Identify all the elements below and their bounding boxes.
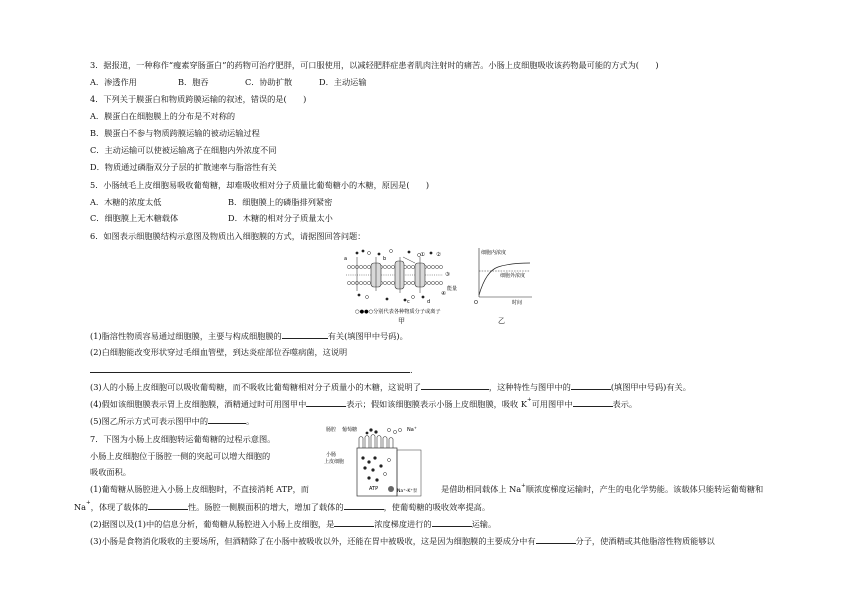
membrane-proteins	[371, 261, 425, 289]
q6-p1-blank[interactable]	[282, 330, 328, 339]
label-c: c	[407, 299, 410, 305]
q6-part1	[90, 330, 408, 342]
q4-option-d: D．物质通过磷脂双分子层的扩散速率与脂溶性有关	[90, 162, 277, 172]
legend-text: ○●●○分别代表各种物质分子或离子	[355, 309, 441, 315]
q7-p1-text-e: ，体现了载体的	[90, 502, 148, 512]
label-num-1: ①	[420, 252, 425, 258]
q6-p1-text-a: (1)脂溶性物质容易通过细胞膜，主要与构成细胞膜的	[90, 331, 282, 341]
inside-concentration-curve	[479, 263, 530, 295]
label-a: a	[344, 256, 348, 262]
q6-p5-text-b: 。	[246, 416, 255, 426]
q7-p2-text-a: (2)据图以及(1)中的信息分析，葡萄糖从肠腔进入小肠上皮细胞，是	[90, 519, 335, 529]
q6-p4-text-c: 可用图甲中	[531, 399, 573, 409]
fig-jia-caption: 甲	[398, 317, 405, 325]
label-b: b	[383, 256, 387, 262]
graph-curve-label: 细胞外浓度	[500, 273, 526, 279]
q7-p3-text-a: (3)小肠是食物消化吸收的主要场所，但酒精除了在小肠中被吸收以外，还能在胃中被吸收，这是因为细胞膜的主要成分中有	[90, 536, 536, 546]
sodium-potassium-pump	[388, 486, 394, 492]
q5-option-c: C．细胞膜上无木糖载体	[90, 213, 179, 223]
q6-p2-blank[interactable]	[90, 364, 410, 373]
q6-p3-text-b: ，这种特性与图甲中的	[488, 382, 571, 392]
q3-option-c: C．协助扩散	[245, 77, 293, 87]
label-num-4: ④	[441, 291, 446, 297]
label-d: d	[427, 299, 431, 305]
q6-part3	[90, 381, 691, 393]
q7-p1-blank-2[interactable]	[344, 501, 384, 510]
q5-option-d: D．木糖的相对分子质量太小	[228, 213, 333, 223]
q6-p4-text-b: 表示；假如该细胞膜表示小肠上皮细胞膜，吸收 K	[346, 399, 527, 409]
q7-p2-blank-1[interactable]	[334, 518, 374, 527]
q6-part4	[90, 398, 637, 410]
intestine-lumen-label: 肠腔	[326, 427, 337, 433]
glucose-molecules	[361, 428, 382, 481]
q7-part1-line2	[74, 501, 490, 513]
q5-option-b: B．细胞膜上的磷脂排列紧密	[228, 197, 333, 207]
q6-p3-text-a: (3)人的小肠上皮细胞可以吸收葡萄糖，而不吸收比葡萄糖相对分子质量小的木糖，这说明了	[90, 382, 421, 392]
q3-option-d: D．主动运输	[319, 77, 367, 87]
q7-part2	[90, 518, 496, 530]
pump-label: Na⁺-K⁺泵	[397, 489, 418, 494]
cell-label-1: 小肠	[326, 452, 337, 458]
sodium-label: Na+	[407, 426, 417, 433]
sodium-ions	[384, 428, 402, 475]
q7-p1-blank-1[interactable]	[148, 501, 188, 510]
q6-p4-blank-1[interactable]	[306, 398, 346, 407]
q6-p5-text-a: (5)图乙所示方式可表示图甲中的	[90, 416, 209, 426]
q7-intro-line1: 小肠上皮细胞位于肠腔一侧的突起可以增大细胞的	[90, 451, 271, 461]
graph-origin: O	[474, 300, 478, 306]
q6-p4-text-a: (4)假如该细胞膜表示胃上皮细胞膜，酒精通过时可用图甲中	[90, 399, 307, 409]
q7-part3	[90, 535, 715, 547]
q3-option-b: B．胞吞	[178, 77, 209, 87]
q6-p5-blank[interactable]	[208, 415, 246, 424]
q7-p3-blank[interactable]	[536, 535, 576, 544]
q7-p1-text-a: (1)葡萄糖从肠腔进入小肠上皮细胞时，不直接消耗 ATP，而	[90, 484, 309, 494]
q7-p2-text-c: 运输。	[471, 519, 497, 529]
q7-intro-line2: 吸收面积。	[90, 467, 131, 477]
membrane-figure	[343, 245, 463, 320]
q6-part2: (2)白细胞能改变形状穿过毛细血管壁，到达炎症部位吞噬病菌，这说明	[90, 347, 348, 357]
q4-stem: 4．下列关于膜蛋白和物质跨膜运输的叙述，错误的是( )	[90, 94, 307, 104]
q7-p1-text-g: ，使葡萄糖的吸收效率提高。	[383, 502, 491, 512]
q4-option-a: A．膜蛋白在细胞膜上的分布是不对称的	[90, 111, 236, 121]
q3-stem: 3．据报道，一种称作“瘦素穿肠蛋白”的药物可治疗肥胖，可口服使用，以减轻肥胖症患者肌肉注射时的痛苦。小肠上皮细胞吸收该药物最可能的方式为( )	[90, 60, 659, 70]
q6-part5	[90, 415, 254, 427]
graph-ylabel: 细胞内浓度	[481, 250, 507, 256]
q7-p2-blank-2[interactable]	[432, 518, 472, 527]
q7-p2-text-b: 浓度梯度进行的	[374, 519, 432, 529]
energy-label: 能量	[447, 286, 458, 292]
q7-p3-text-b: 分子，使酒精或其他脂溶性物质能够以	[575, 536, 715, 546]
fig-yi-caption: 乙	[498, 317, 505, 325]
q7-p1-text-b: 是借助相同载体上 Na	[441, 484, 522, 494]
q5-stem: 5．小肠绒毛上皮细胞易吸收葡萄糖，却难吸收相对分子质量比葡萄糖小的木糖，原因是( )	[90, 180, 430, 190]
q6-p3-text-c: (填图甲中号码)有关。	[610, 382, 691, 392]
q6-p1-text-b: 有关(填图甲中号码)。	[327, 331, 408, 341]
q7-p1-text-f: 性。肠腔一侧膜面积的增大，增加了载体的	[187, 502, 344, 512]
microvilli	[359, 435, 393, 449]
q6-stem: 6．如图表示细胞膜结构示意图及物质出入细胞膜的方式，请据图回答问题：	[90, 231, 366, 241]
q7-p1-sup: +	[521, 483, 526, 489]
q5-option-a: A．木糖的浓度太低	[90, 197, 162, 207]
q7-part1-line1-cont	[441, 484, 763, 495]
q6-p4-blank-2[interactable]	[573, 398, 613, 407]
label-num-3: ③	[445, 272, 450, 278]
q7-p1-text-c: 顺浓度梯度运输时，产生的电化学势能。该载体只能转运葡萄糖和	[525, 484, 764, 494]
concentration-graph	[470, 245, 534, 307]
q7-p1d-sup: +	[86, 500, 91, 506]
q7-part1-line1	[90, 484, 309, 495]
q3-option-a: A．渗透作用	[90, 77, 137, 87]
glucose-transport-figure	[323, 424, 439, 500]
q6-p3-blank-1[interactable]	[421, 381, 489, 390]
q4-option-b: B．膜蛋白不参与物质跨膜运输的被动运输过程	[90, 128, 260, 138]
q7-p1-text-d: Na	[74, 502, 87, 512]
graph-xlabel: 时间	[512, 300, 523, 306]
q7-stem: 7．下图为小肠上皮细胞转运葡萄糖的过程示意图。	[90, 434, 276, 444]
q6-p4-sup: +	[526, 397, 532, 403]
q6-part2-answer-row: .	[90, 364, 413, 376]
cell-label-2: 上皮细胞	[324, 459, 345, 465]
q6-p3-blank-2[interactable]	[571, 381, 611, 390]
glucose-label: 葡萄糖	[342, 427, 358, 433]
label-num-2: ②	[436, 252, 441, 258]
q4-option-c: C．主动运输可以使被运输离子在细胞内外浓度不同	[90, 145, 277, 155]
atp-label: ATP	[369, 486, 379, 492]
q6-p4-text-d: 表示。	[612, 399, 638, 409]
